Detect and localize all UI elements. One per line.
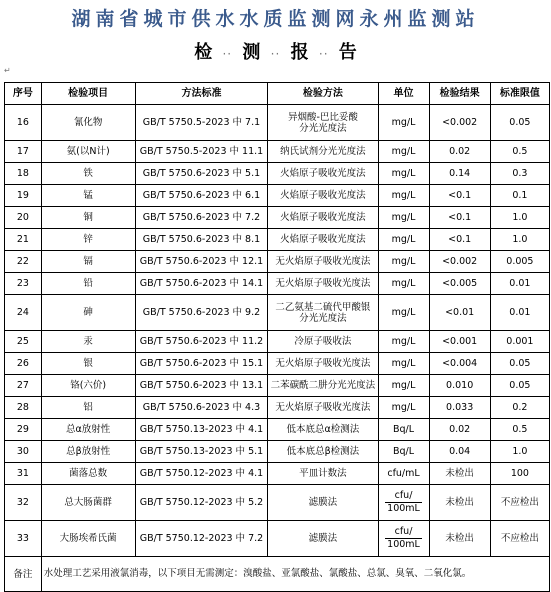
table-row xyxy=(5,105,550,141)
test-method xyxy=(268,463,378,485)
test-result: <0.005 xyxy=(429,273,490,295)
test-method-line: 平皿计数法 xyxy=(299,468,347,479)
unit: mg/L xyxy=(378,375,429,397)
subtitle-char: 报 xyxy=(290,42,309,63)
test-method-line: 无火焰原子吸收光度法 xyxy=(275,402,371,413)
table-row xyxy=(5,375,550,397)
test-result: 未检出 xyxy=(429,485,490,521)
report-org-title: 湖南省城市供水水质监测网永州监测站 xyxy=(71,8,480,30)
table-row xyxy=(5,485,550,521)
test-method xyxy=(268,375,378,397)
test-method xyxy=(268,295,378,331)
test-method-line: 滤膜法 xyxy=(308,497,338,508)
test-item: 铬(六价) xyxy=(41,375,135,397)
test-item: 菌落总数 xyxy=(41,463,135,485)
row-number: 22 xyxy=(5,251,42,273)
unit: mg/L xyxy=(378,353,429,375)
test-item: 汞 xyxy=(41,331,135,353)
unit: mg/L xyxy=(378,397,429,419)
test-method-line: 火焰原子吸收光度法 xyxy=(280,212,366,223)
test-item: 砷 xyxy=(41,295,135,331)
col-header: 方法标准 xyxy=(135,83,268,105)
test-item: 大肠埃希氏菌 xyxy=(41,521,135,557)
note-text: 水处理工艺采用液氯消毒，以下项目无需测定：溴酸盐、亚氯酸盐、氯酸盐、总氯、臭氧、二氧化氯。 xyxy=(41,557,549,592)
row-number: 32 xyxy=(5,485,42,521)
test-method xyxy=(268,141,378,163)
test-method xyxy=(268,185,378,207)
test-method-line: 二乙氨基二硫代甲酸银 xyxy=(275,301,371,313)
row-number: 33 xyxy=(5,521,42,557)
unit: mg/L xyxy=(378,331,429,353)
table-row xyxy=(5,441,550,463)
test-item: 铝 xyxy=(41,397,135,419)
standard-limit: 0.005 xyxy=(490,251,549,273)
test-method xyxy=(268,163,378,185)
test-result: <0.1 xyxy=(429,207,490,229)
test-method-line: 滤膜法 xyxy=(308,533,338,544)
standard-limit: 1.0 xyxy=(490,229,549,251)
test-method xyxy=(268,353,378,375)
table-header-row xyxy=(5,83,550,105)
test-method xyxy=(268,105,378,141)
test-item: 总大肠菌群 xyxy=(41,485,135,521)
test-method-line: 火焰原子吸收光度法 xyxy=(280,234,366,245)
row-number: 17 xyxy=(5,141,42,163)
table-row xyxy=(5,185,550,207)
test-method xyxy=(268,207,378,229)
test-method-line: 纳氏试剂分光光度法 xyxy=(280,146,366,157)
table-row xyxy=(5,353,550,375)
test-item: 总α放射性 xyxy=(41,419,135,441)
unit: mg/L xyxy=(378,185,429,207)
unit-numerator: cfu/ xyxy=(385,490,422,503)
test-result: <0.002 xyxy=(429,251,490,273)
unit: Bq/L xyxy=(378,419,429,441)
test-item: 铜 xyxy=(41,207,135,229)
unit: mg/L xyxy=(378,141,429,163)
table-row xyxy=(5,273,550,295)
table-row xyxy=(5,331,550,353)
table-row xyxy=(5,295,550,331)
method-standard: GB/T 5750.12-2023 中 4.1 xyxy=(135,463,268,485)
standard-limit: 0.5 xyxy=(490,419,549,441)
row-number: 31 xyxy=(5,463,42,485)
row-number: 26 xyxy=(5,353,42,375)
table-row xyxy=(5,521,550,557)
spacer-dots: ·· xyxy=(270,47,281,61)
test-item: 氰化物 xyxy=(41,105,135,141)
test-item: 锰 xyxy=(41,185,135,207)
test-method xyxy=(268,273,378,295)
test-method-line: 异烟酸-巴比妥酸 xyxy=(287,111,358,123)
row-number: 25 xyxy=(5,331,42,353)
test-result: 未检出 xyxy=(429,521,490,557)
standard-limit: 不应检出 xyxy=(490,521,549,557)
col-header: 单位 xyxy=(378,83,429,105)
subtitle-char: 测 xyxy=(242,42,261,63)
row-number: 28 xyxy=(5,397,42,419)
row-number: 18 xyxy=(5,163,42,185)
standard-limit: 0.05 xyxy=(490,353,549,375)
standard-limit: 1.0 xyxy=(490,207,549,229)
test-method-line: 火焰原子吸收光度法 xyxy=(280,190,366,201)
table-row xyxy=(5,229,550,251)
table-row xyxy=(5,463,550,485)
test-result: 未检出 xyxy=(429,463,490,485)
test-result: 0.02 xyxy=(429,419,490,441)
test-result: 0.02 xyxy=(429,141,490,163)
standard-limit: 0.01 xyxy=(490,295,549,331)
method-standard: GB/T 5750.6-2023 中 5.1 xyxy=(135,163,268,185)
table-row xyxy=(5,207,550,229)
col-header: 检验结果 xyxy=(429,83,490,105)
test-method-line: 无火焰原子吸收光度法 xyxy=(275,278,371,289)
method-standard: GB/T 5750.6-2023 中 15.1 xyxy=(135,353,268,375)
method-standard: GB/T 5750.6-2023 中 11.2 xyxy=(135,331,268,353)
test-result: <0.002 xyxy=(429,105,490,141)
test-method xyxy=(268,419,378,441)
unit-fraction xyxy=(385,490,422,515)
test-method-line: 分光光度法 xyxy=(299,122,347,134)
unit: mg/L xyxy=(378,273,429,295)
test-method-line: 分光光度法 xyxy=(299,312,347,324)
test-result: <0.004 xyxy=(429,353,490,375)
row-number: 27 xyxy=(5,375,42,397)
test-method-line: 低本底总α检测法 xyxy=(286,424,360,435)
row-number: 19 xyxy=(5,185,42,207)
standard-limit: 100 xyxy=(490,463,549,485)
test-result: <0.1 xyxy=(429,185,490,207)
test-method xyxy=(268,441,378,463)
note-label: 备注 xyxy=(5,557,42,592)
test-item: 镉 xyxy=(41,251,135,273)
table-row xyxy=(5,141,550,163)
method-standard: GB/T 5750.6-2023 中 9.2 xyxy=(135,295,268,331)
spacer-dots: ·· xyxy=(318,47,329,61)
unit xyxy=(378,485,429,521)
method-standard: GB/T 5750.13-2023 中 5.1 xyxy=(135,441,268,463)
test-item: 银 xyxy=(41,353,135,375)
test-result: 0.010 xyxy=(429,375,490,397)
table-row xyxy=(5,163,550,185)
row-number: 20 xyxy=(5,207,42,229)
method-standard: GB/T 5750.6-2023 中 7.2 xyxy=(135,207,268,229)
results-table xyxy=(4,82,550,592)
method-standard: GB/T 5750.5-2023 中 7.1 xyxy=(135,105,268,141)
method-standard: GB/T 5750.6-2023 中 13.1 xyxy=(135,375,268,397)
test-result: 0.04 xyxy=(429,441,490,463)
standard-limit: 0.05 xyxy=(490,105,549,141)
table-row xyxy=(5,419,550,441)
standard-limit: 0.2 xyxy=(490,397,549,419)
test-method-line: 冷原子吸收法 xyxy=(294,336,352,347)
test-result: 0.033 xyxy=(429,397,490,419)
test-method xyxy=(268,251,378,273)
paragraph-mark-icon: ↵ xyxy=(4,66,11,75)
unit: cfu/mL xyxy=(378,463,429,485)
method-standard: GB/T 5750.12-2023 中 7.2 xyxy=(135,521,268,557)
unit: mg/L xyxy=(378,251,429,273)
standard-limit: 0.1 xyxy=(490,185,549,207)
table-row xyxy=(5,251,550,273)
standard-limit: 0.001 xyxy=(490,331,549,353)
row-number: 30 xyxy=(5,441,42,463)
test-method xyxy=(268,331,378,353)
unit: Bq/L xyxy=(378,441,429,463)
method-standard: GB/T 5750.6-2023 中 12.1 xyxy=(135,251,268,273)
unit: mg/L xyxy=(378,207,429,229)
method-standard: GB/T 5750.6-2023 中 4.3 xyxy=(135,397,268,419)
method-standard: GB/T 5750.6-2023 中 14.1 xyxy=(135,273,268,295)
test-item: 铅 xyxy=(41,273,135,295)
col-header: 标准限值 xyxy=(490,83,549,105)
method-standard: GB/T 5750.12-2023 中 5.2 xyxy=(135,485,268,521)
unit: mg/L xyxy=(378,105,429,141)
test-method-line: 无火焰原子吸收光度法 xyxy=(275,358,371,369)
test-method xyxy=(268,521,378,557)
test-method xyxy=(268,229,378,251)
unit xyxy=(378,521,429,557)
test-method xyxy=(268,397,378,419)
test-method-line: 二苯碳酰二肼分光光度法 xyxy=(270,380,376,391)
standard-limit: 0.05 xyxy=(490,375,549,397)
row-number: 23 xyxy=(5,273,42,295)
row-number: 16 xyxy=(5,105,42,141)
row-number: 29 xyxy=(5,419,42,441)
test-result: <0.001 xyxy=(429,331,490,353)
unit-denominator: 100mL xyxy=(387,503,420,514)
test-method-line: 无火焰原子吸收光度法 xyxy=(275,256,371,267)
note-row xyxy=(5,557,550,592)
unit-denominator: 100mL xyxy=(387,539,420,550)
standard-limit: 0.01 xyxy=(490,273,549,295)
standard-limit: 不应检出 xyxy=(490,485,549,521)
test-item: 铁 xyxy=(41,163,135,185)
col-header: 检验方法 xyxy=(268,83,378,105)
test-method-line: 低本底总β检测法 xyxy=(286,446,360,457)
standard-limit: 0.3 xyxy=(490,163,549,185)
col-header: 检验项目 xyxy=(41,83,135,105)
unit: mg/L xyxy=(378,295,429,331)
test-item: 总β放射性 xyxy=(41,441,135,463)
subtitle-char: 检 xyxy=(194,42,213,63)
test-method-line: 火焰原子吸收光度法 xyxy=(280,168,366,179)
test-result: <0.01 xyxy=(429,295,490,331)
table-row xyxy=(5,397,550,419)
test-result: 0.14 xyxy=(429,163,490,185)
unit: mg/L xyxy=(378,163,429,185)
subtitle-char: 告 xyxy=(338,42,357,63)
row-number: 21 xyxy=(5,229,42,251)
method-standard: GB/T 5750.6-2023 中 8.1 xyxy=(135,229,268,251)
standard-limit: 0.5 xyxy=(490,141,549,163)
method-standard: GB/T 5750.13-2023 中 4.1 xyxy=(135,419,268,441)
test-item: 氨(以N计) xyxy=(41,141,135,163)
unit-numerator: cfu/ xyxy=(385,526,422,539)
standard-limit: 1.0 xyxy=(490,441,549,463)
row-number: 24 xyxy=(5,295,42,331)
col-header: 序号 xyxy=(5,83,42,105)
table-body xyxy=(5,105,550,557)
unit: mg/L xyxy=(378,229,429,251)
test-item: 锌 xyxy=(41,229,135,251)
method-standard: GB/T 5750.6-2023 中 6.1 xyxy=(135,185,268,207)
unit-fraction xyxy=(385,526,422,551)
spacer-dots: ·· xyxy=(222,47,233,61)
test-result: <0.1 xyxy=(429,229,490,251)
test-method xyxy=(268,485,378,521)
report-subtitle xyxy=(0,38,551,62)
method-standard: GB/T 5750.5-2023 中 11.1 xyxy=(135,141,268,163)
